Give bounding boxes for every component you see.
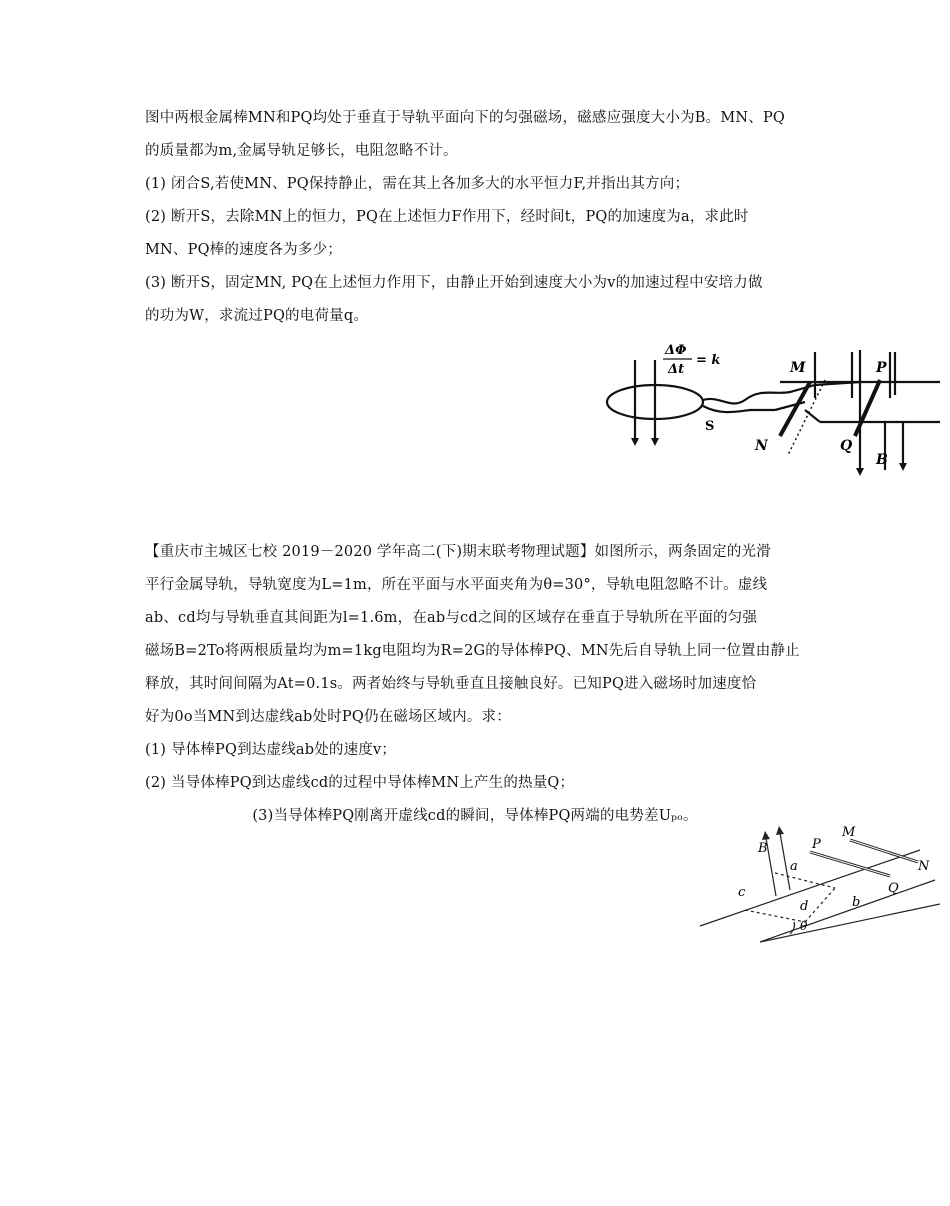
problem1-question-3: (3) 断开S，固定MN, PQ在上述恒力作用下，由静止开始到速度大小为v的加速过程中安培力做 <box>145 275 763 291</box>
problem1-line-2: 的质量都为m,金属导轨足够长，电阻忽略不计。 <box>145 143 458 159</box>
label-B2: B <box>758 841 768 856</box>
problem2-line-5: 释放，其时间间隔为At=0.1s。两者始终与导轨垂直且接触良好。已知PQ进入磁场时加速度恰 <box>145 676 757 692</box>
formula-denominator: Δt <box>668 362 685 377</box>
label-P2: P <box>812 837 821 852</box>
problem2-line-3: ab、cd均与导轨垂直其间距为l=1.6m，在ab与cd之间的区域存在垂直于导轨所在平面的匀强 <box>145 610 758 626</box>
label-theta: θ <box>800 919 808 933</box>
problem1-question-1: (1) 闭合S,若使MN、PQ保持静止，需在其上各加多大的水平恒力F,并指出其方向； <box>145 176 690 192</box>
problem2-line-6: 好为0o当MN到达虚线ab处时PQ仍在磁场区域内。求： <box>145 709 511 725</box>
label-N2: N <box>918 859 930 874</box>
label-c: c <box>738 885 746 900</box>
label-Q2: Q <box>888 881 899 896</box>
label-M: M <box>790 360 806 376</box>
circuit-rail-figure <box>600 340 940 480</box>
formula-rhs: = k <box>696 353 721 368</box>
label-S: S <box>705 419 715 434</box>
label-B: B <box>876 452 888 468</box>
problem2-question-3: (3)当导体棒PQ刚离开虚线cd的瞬间，导体棒PQ两端的电势差Uₚₒ。 <box>252 808 698 824</box>
problem2-question-2: (2) 当导体棒PQ到达虚线cd的过程中导体棒MN上产生的热量Q； <box>145 775 575 791</box>
problem2-line-2: 平行金属导轨，导轨宽度为L=1m，所在平面与水平面夹角为θ=30°，导轨电阻忽略不计。虚线 <box>145 577 768 593</box>
problem1-question-2: (2) 断开S，去除MN上的恒力，PQ在上述恒力F作用下，经时间t，PQ的加速度为a，求此时 <box>145 209 749 225</box>
problem1-question-2-cont: MN、PQ棒的速度各为多少； <box>145 242 342 258</box>
label-P: P <box>876 360 887 376</box>
problem2-line-4: 磁场B=2To将两根质量均为m=1kg电阻均为R=2G的导体棒PQ、MN先后自导轨上同一位置由静止 <box>145 643 800 659</box>
label-d: d <box>800 899 809 914</box>
label-a: a <box>790 859 798 874</box>
problem1-line-1: 图中两根金属棒MN和PQ均处于垂直于导轨平面向下的匀强磁场，磁感应强度大小为B。MN、PQ <box>145 110 786 126</box>
label-M2: M <box>842 825 856 840</box>
problem2-question-1: (1) 导体棒PQ到达虚线ab处的速度v； <box>145 742 397 758</box>
problem2-line-1: 【重庆市主城区七校 2019－2020 学年高二(下)期末联考物理试题】如图所示，两条固定的光滑 <box>145 544 771 560</box>
label-Q: Q <box>840 438 853 454</box>
inclined-rail-figure <box>690 818 940 948</box>
label-b: b <box>852 895 861 910</box>
formula-numerator: ΔΦ <box>665 343 687 358</box>
label-N: N <box>755 438 768 454</box>
problem1-question-3-cont: 的功为W，求流过PQ的电荷量q。 <box>145 308 369 324</box>
